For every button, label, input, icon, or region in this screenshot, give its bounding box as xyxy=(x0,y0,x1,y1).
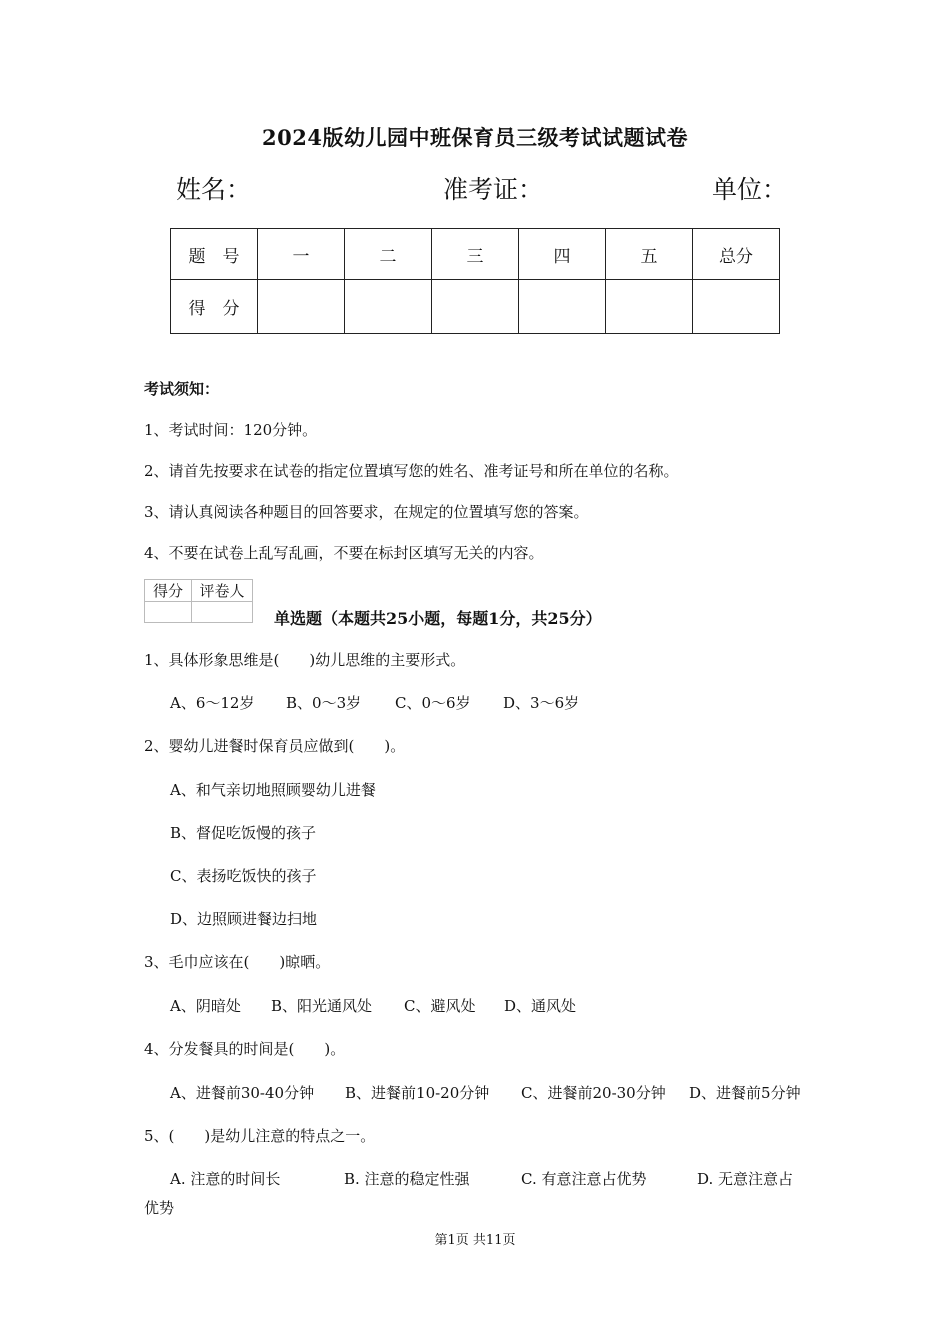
option: C、避风处 xyxy=(404,997,476,1015)
option: D、通风处 xyxy=(504,997,577,1015)
option: C. 有意注意占优势 xyxy=(521,1170,647,1188)
question-stem: 3、毛巾应该在( )晾晒。 xyxy=(144,953,331,971)
name-field-label: 姓名： xyxy=(176,175,252,204)
notice-item: 2、请首先按要求在试卷的指定位置填写您的姓名、准考证号和所在单位的名称。 xyxy=(144,462,679,480)
score-cell[interactable] xyxy=(606,280,693,334)
option: A、和气亲切地照顾婴幼儿进餐 xyxy=(170,781,376,799)
question-stem: 4、分发餐具的时间是( )。 xyxy=(144,1040,346,1058)
score-table-header-cell: 题 号 xyxy=(171,229,258,280)
score-table-header-cell: 四 xyxy=(519,229,606,280)
notice-item: 3、请认真阅读各种题目的回答要求，在规定的位置填写您的答案。 xyxy=(144,503,589,521)
score-table-header-row xyxy=(171,229,780,280)
document-title: 2024版幼儿园中班保育员三级考试试题试卷 xyxy=(262,125,688,150)
score-cell[interactable] xyxy=(345,280,432,334)
option: B、进餐前10-20分钟 xyxy=(345,1084,490,1102)
option: A、阴暗处 xyxy=(170,997,241,1015)
option: B. 注意的稳定性强 xyxy=(344,1170,470,1188)
option: B、督促吃饭慢的孩子 xyxy=(170,824,317,842)
score-cell[interactable] xyxy=(693,280,780,334)
exam-number-field-label: 准考证： xyxy=(443,175,544,204)
score-cell[interactable] xyxy=(258,280,345,334)
question-stem: 2、婴幼儿进餐时保育员应做到( )。 xyxy=(144,737,406,755)
score-table-header-cell: 三 xyxy=(432,229,519,280)
option: B、阳光通风处 xyxy=(271,997,373,1015)
score-table-header-cell: 总分 xyxy=(693,229,780,280)
option: D、边照顾进餐边扫地 xyxy=(170,910,318,928)
notice-item: 4、不要在试卷上乱写乱画，不要在标封区填写无关的内容。 xyxy=(144,544,544,562)
page-footer: 第1页 共11页 xyxy=(434,1233,516,1248)
grader-box xyxy=(144,579,253,623)
question-options-row xyxy=(170,1082,801,1103)
question-options-row xyxy=(170,692,579,713)
grader-score-cell[interactable] xyxy=(145,602,192,623)
score-table-header-cell: 五 xyxy=(606,229,693,280)
score-table-score-row xyxy=(171,280,780,334)
score-cell[interactable] xyxy=(432,280,519,334)
unit-field-label: 单位： xyxy=(712,175,788,204)
option: C、0～6岁 xyxy=(395,694,471,712)
option: B、0～3岁 xyxy=(286,694,362,712)
option: C、进餐前20-30分钟 xyxy=(521,1084,666,1102)
score-table xyxy=(170,228,780,334)
notice-title: 考试须知： xyxy=(144,380,220,398)
option: A. 注意的时间长 xyxy=(170,1170,281,1188)
grader-name-cell[interactable] xyxy=(192,602,253,623)
section-title: 单选题（本题共25小题，每题1分，共25分） xyxy=(274,609,602,628)
option: A、6～12岁 xyxy=(170,694,255,712)
grader-score-label: 得分 xyxy=(145,580,192,602)
notice-item: 1、考试时间：120分钟。 xyxy=(144,421,318,439)
score-table-header-cell: 一 xyxy=(258,229,345,280)
option: A、进餐前30-40分钟 xyxy=(170,1084,315,1102)
question-stem: 1、具体形象思维是( )幼儿思维的主要形式。 xyxy=(144,651,466,669)
score-table-header-cell: 二 xyxy=(345,229,432,280)
score-cell[interactable] xyxy=(519,280,606,334)
option: D、进餐前5分钟 xyxy=(689,1084,801,1102)
option: D. 无意注意占 xyxy=(697,1170,794,1188)
option-wrap-text: 优势 xyxy=(144,1199,175,1217)
question-stem: 5、( )是幼儿注意的特点之一。 xyxy=(144,1127,376,1145)
option: D、3～6岁 xyxy=(503,694,580,712)
question-options-row xyxy=(170,995,576,1016)
option: C、表扬吃饭快的孩子 xyxy=(170,867,317,885)
question-options-row xyxy=(170,1168,793,1189)
grader-name-label: 评卷人 xyxy=(192,580,253,602)
score-row-label: 得 分 xyxy=(171,280,258,334)
